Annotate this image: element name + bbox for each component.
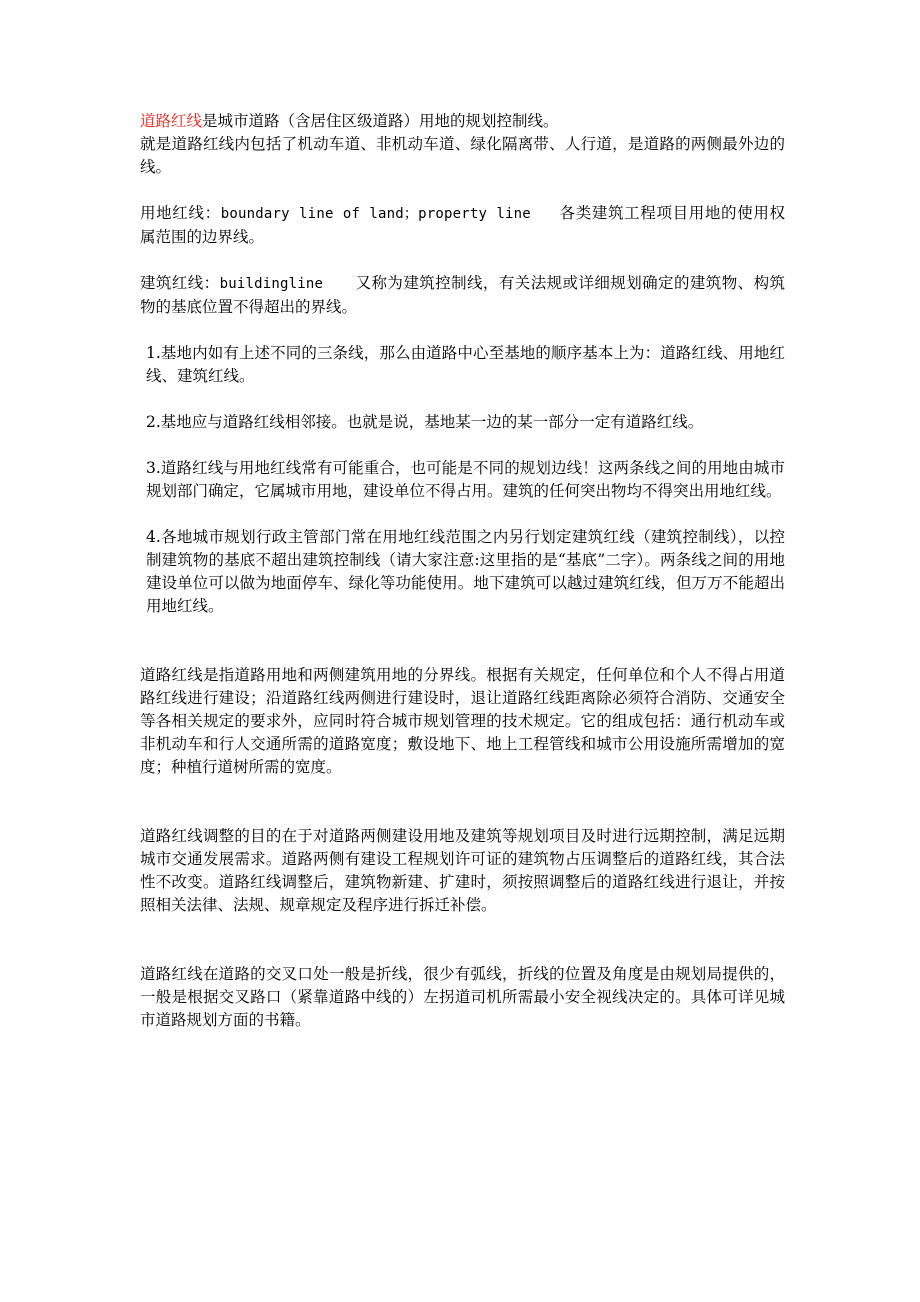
point-2: 2.基地应与道路红线相邻接。也就是说，基地某一边的某一部分一定有道路红线。 [146,413,704,431]
intro-line-1-rest: 是城市道路（含居住区级道路）用地的规划控制线。 [202,112,559,130]
building-line-definition [140,272,785,319]
paragraph-definition: 道路红线是指道路用地和两侧建筑用地的分界线。根据有关规定，任何单位和个人不得占用道路红线进行建设；沿道路红线两侧进行建设时，退让道路红线距离除必须符合消防、交通安全等各相关规定的要求外，应同时符合城市规划管理的技术规定。它的组成包括：通行机动车或非机动车和行人交通所需的道路宽度；敷设地下、地上工程管线和城市公用设施所需增加的宽度；种植行道树所需的宽度。 [140,666,785,776]
spacer [140,249,785,272]
point-4: 4.各地城市规划行政主管部门常在用地红线范围之内另行划定建筑红线（建筑控制线），以控制建筑物的基底不超出建筑控制线（请大家注意:这里指的是“基底”二字）。两条线之间的用地建设单位可以做为地面停车、绿化等功能使用。地下建筑可以越过建筑红线，但万万不能超出用地红线。 [146,528,785,615]
building-line-text: 又称为建筑控制线，有关法规或详细规划确定的建筑物、构筑物的基底位置不得超出的界线。 [140,274,785,316]
spacer [140,434,785,457]
land-line-english: boundary line of land；property line [220,206,531,222]
spacer [140,319,785,342]
point-1: 1.基地内如有上述不同的三条线，那么由道路中心至基地的顺序基本上为：道路红线、用地红线、建筑红线。 [146,344,785,385]
land-line-label: 用地红线： [140,204,221,222]
land-line-text: 各类建筑工程项目用地的使用权属范围的边界线。 [140,204,785,246]
intro-line-1 [140,110,785,133]
land-line-definition [140,202,785,249]
spacer [140,779,785,825]
document-page [140,110,785,1032]
point-3: 3.道路红线与用地红线常有可能重合，也可能是不同的规划边线！这两条线之间的用地由城市规划部门确定，它属城市用地，建设单位不得占用。建筑的任何突出物均不得突出用地红线。 [146,459,785,500]
spacer [140,503,785,526]
spacer [140,179,785,202]
building-line-english: buildingline [219,276,324,292]
paragraph-adjustment: 道路红线调整的目的在于对道路两侧建设用地及建筑等规划项目及时进行远期控制，满足远期城市交通发展需求。道路两侧有建设工程规划许可证的建筑物占压调整后的道路红线，其合法性不改变。道路红线调整后，建筑物新建、扩建时，须按照调整后的道路红线进行退让，并按照相关法律、法规、规章规定及程序进行拆迁补偿。 [140,827,785,914]
paragraph-intersection: 道路红线在道路的交叉口处一般是折线，很少有弧线，折线的位置及角度是由规划局提供的，一般是根据交叉路口（紧靠道路中线的）左拐道司机所需最小安全视线决定的。具体可详见城市道路规划方面的书籍。 [140,965,785,1029]
spacer [140,388,785,411]
spacer [140,917,785,963]
spacer [140,618,785,664]
highlighted-term: 道路红线 [140,112,203,130]
intro-line-2: 就是道路红线内包括了机动车道、非机动车道、绿化隔离带、人行道，是道路的两侧最外边的线。 [140,135,785,176]
building-line-label: 建筑红线： [140,274,220,292]
